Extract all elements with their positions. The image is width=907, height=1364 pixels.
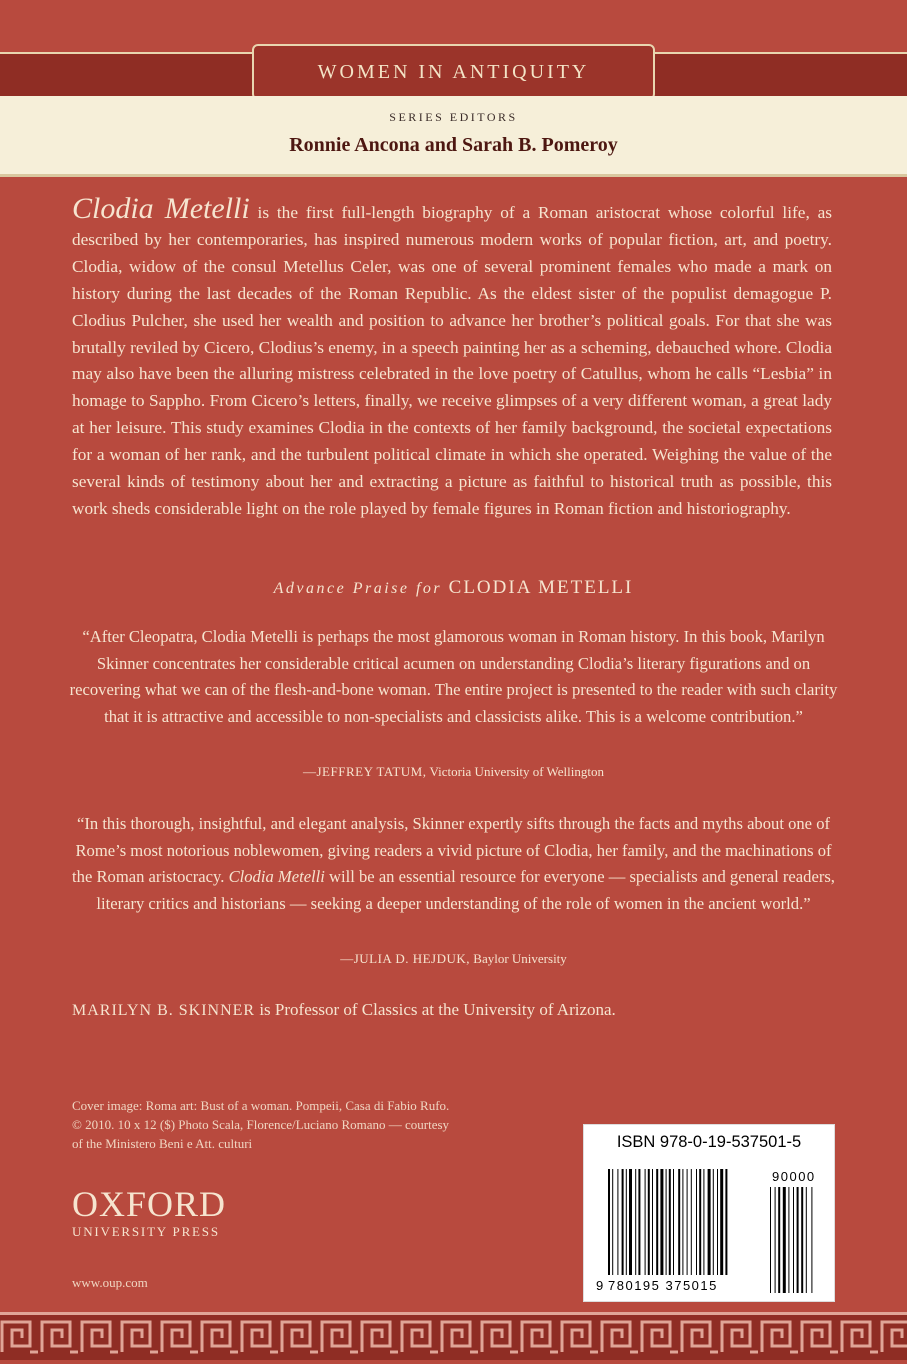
praise-attribution-affiliation: Victoria University of Wellington [429, 764, 604, 779]
greek-key-pattern [0, 1312, 907, 1360]
barcode-bar [806, 1187, 807, 1293]
barcode-bar [687, 1169, 688, 1275]
barcode-bar [645, 1169, 646, 1275]
barcode-main-bars [608, 1169, 727, 1275]
publisher-url[interactable]: www.oup.com [72, 1275, 148, 1290]
praise-quote-2-after: will be an essential resource for everyone — specialists and general readers, literary critics and historians — seeking a deeper understanding of the role of women in the ancient world.” [96, 867, 835, 913]
barcode-bar [811, 1187, 812, 1293]
praise-attribution-2 [0, 951, 907, 967]
barcode-bar [788, 1187, 789, 1293]
barcode-bar [673, 1169, 674, 1275]
barcode-bar [608, 1169, 610, 1275]
praise-quote-2-title: Clodia Metelli [228, 867, 325, 886]
praise-attribution-1 [0, 764, 907, 780]
barcode-bar [682, 1169, 683, 1275]
barcode-bar [775, 1187, 776, 1293]
barcode-bar [797, 1187, 799, 1293]
praise-attribution-name: —JEFFREY TATUM, [303, 764, 427, 779]
publisher-logo [72, 1186, 272, 1240]
top-strip [0, 0, 907, 44]
barcode-bar [656, 1169, 658, 1275]
barcode-bar [725, 1169, 727, 1275]
barcode-bar [770, 1187, 771, 1293]
author-name: MARILYN B. SKINNER [72, 1002, 256, 1019]
cover-image-credit: Cover image: Roma art: Bust of a woman. Pompeii, Casa di Fabio Rufo. © 2010. 10 x 12 ($) Photo Scala, Florence/Luciano Romano — courtesy of the Ministero Beni e Att. culturi [72, 1098, 450, 1151]
barcode-bar [783, 1187, 786, 1293]
barcode-addon-digits: 90000 [772, 1169, 816, 1184]
barcode-bar [660, 1169, 663, 1275]
barcode-bar [622, 1169, 624, 1275]
book-description [72, 192, 833, 523]
series-tab [252, 44, 655, 100]
greek-key-border [0, 1312, 907, 1360]
barcode-digits: 780195 375015 [608, 1278, 718, 1293]
book-title-italic: Clodia Metelli [72, 192, 250, 225]
praise-attribution-affiliation: Baylor University [473, 951, 567, 966]
barcode-bar [626, 1169, 627, 1275]
barcode-bar [629, 1169, 632, 1275]
series-editors-label: SERIES EDITORS [389, 110, 518, 124]
barcode-bar [717, 1169, 718, 1275]
isbn-label: ISBN 978-0-19-537501-5 [616, 1133, 802, 1151]
advance-praise-heading [0, 577, 907, 599]
barcode-bar [617, 1169, 618, 1275]
publisher-name: OXFORD [72, 1184, 227, 1224]
advance-praise-label: Advance Praise for [273, 580, 443, 597]
barcode-bar [699, 1169, 701, 1275]
praise-quote-2 [66, 811, 841, 917]
author-bio-text: is Professor of Classics at the University of Arizona. [259, 1000, 616, 1019]
barcode-bar [669, 1169, 671, 1275]
barcode-bar [648, 1169, 650, 1275]
barcode-bar [678, 1169, 680, 1275]
advance-praise-title: CLODIA METELLI [448, 577, 634, 598]
barcode-addon-bars [770, 1187, 812, 1293]
praise-quote-2-before: “In this thorough, insightful, and elegant analysis, Skinner expertly sifts through the facts and myths about one of Rome’s most notorious noblewomen, giving readers a vivid picture of Clodia, her family, and the machinations of the Roman aristocracy. [72, 814, 832, 886]
barcode-lead-digit: 9 [596, 1278, 605, 1293]
praise-quote-1: “After Cleopatra, Clodia Metelli is perhaps the most glamorous woman in Roman history. In this book, Marilyn Skinner concentrates her considerable critical acumen on understanding Clodia’s literary figurations and on recovering what we can of the flesh-and-bone woman. The entire project is presented to the reader with such clarity that it is attractive and accessible to non-specialists and classicists alike. This is a welcome contribution.” [69, 627, 838, 726]
barcode-bar [720, 1169, 723, 1275]
series-editors-panel [0, 96, 907, 177]
barcode-bar [691, 1169, 692, 1275]
series-title: WOMEN IN ANTIQUITY [317, 60, 590, 83]
barcode-bar [635, 1169, 636, 1275]
barcode-bar [703, 1169, 704, 1275]
series-editors-names: Ronnie Ancona and Sarah B. Pomeroy [289, 134, 618, 156]
barcode-bar [666, 1169, 667, 1275]
barcode-bar [778, 1187, 780, 1293]
author-bio [72, 1000, 852, 1020]
barcode-bar [652, 1169, 653, 1275]
barcode-bars [584, 1125, 834, 1301]
barcode-bar [793, 1187, 794, 1293]
barcode-bar [638, 1169, 640, 1275]
barcode-bar [708, 1169, 711, 1275]
barcode-bar [612, 1169, 613, 1275]
barcode-bar [696, 1169, 697, 1275]
praise-attribution-name: —JULIA D. HEJDUK, [340, 951, 471, 966]
barcode-bar [713, 1169, 714, 1275]
barcode-bar [801, 1187, 803, 1293]
publisher-subname: UNIVERSITY PRESS [72, 1224, 220, 1239]
book-description-text: is the first full-length biography of a Roman aristocrat whose colorful life, as described by her contemporaries, has inspired numerous modern works of popular fiction, art, and poetry. Clodia, widow of the consul Metellus Celer, was one of several prominent females who made a mark on history during the last decades of the Roman Republic. As the eldest sister of the populist demagogue P. Clodius Pulcher, she used her wealth and position to advance her brother’s political goals. For that she was brutally reviled by Cicero, Clodius’s enemy, in a speech painting her as a scheming, debauched whore. Clodia may also have been the alluring mistress celebrated in the love poetry of Catullus, whom he calls “Lesbia” in homage to Sappho. From Cicero’s letters, finally, we receive glimpses of a very different woman, a great lady at her leisure. This study examines Clodia in the contexts of her family background, the societal expectations for a woman of her rank, and the turbulent political climate in which she operated. Weighing the value of the several kinds of testimony about her and extracting a picture as faithful to historical truth as possible, this work sheds considerable light on the role played by female figures in Roman fiction and historiography. [72, 203, 833, 518]
isbn-barcode [583, 1124, 835, 1302]
